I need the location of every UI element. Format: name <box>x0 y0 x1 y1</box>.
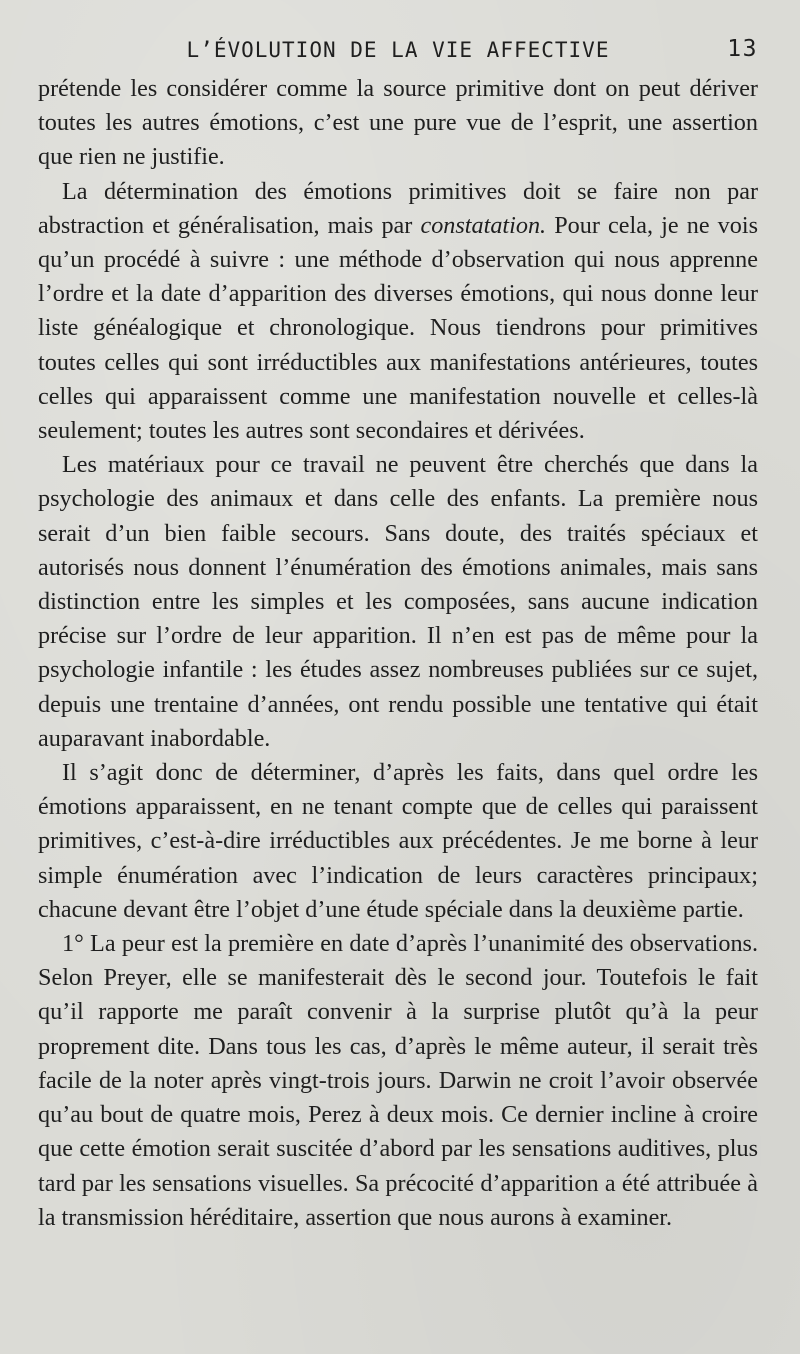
text-segment: Il s’agit donc de déterminer, d’après les faits, dans quel ordre les émotions apparaissent, en ne tenant compte que de celles qui paraissent primitives, c’est-à-dire irréductibles aux précédentes. Je me borne à leur simple énumération avec l’indication de leurs caractères principaux; chacune devant être l’objet d’une étude spéciale dans la deuxième partie. <box>38 759 758 923</box>
text-segment: Les matériaux pour ce travail ne peuvent être cherchés que dans la psychologie des animaux et dans celle des enfants. La première nous serait d’un bien faible secours. Sans doute, des traités spéciaux et autorisés nous donnent l’énumération des émotions animales, mais sans distinction entre les simples et les composées, sans aucune indication précise sur l’ordre de leur apparition. Il n’en est pas de même pour la psychologie infantile : les études assez nombreuses publiées sur ce sujet, depuis une trentaine d’années, ont rendu possible une tentative qui était auparavant inabordable. <box>38 451 758 752</box>
text-segment: La détermination des émotions primitives doit se faire non par abstraction et généralisation, mais par <box>38 177 758 239</box>
body-text <box>38 72 758 1235</box>
page-header <box>38 28 758 72</box>
text-segment: Pour cela, je ne vois qu’un procédé à suivre : une méthode d’observation qui nous apprenne l’ordre et la date d’apparition des diverses émotions, qui nous donne leur liste généalogique et chronologique. Nous tiendrons pour primitives toutes celles qui sont irréductibles aux manifestations antérieures, toutes celles qui apparaissent comme une manifestation nouvelle et celles-là seulement; toutes les autres sont secondaires et dérivées. <box>38 211 758 445</box>
emphasis-text: constatation. <box>420 211 547 239</box>
paragraph <box>38 448 758 756</box>
paragraph <box>38 72 758 175</box>
paragraph <box>38 927 758 1235</box>
paragraph <box>38 175 758 449</box>
text-segment: 1° La peur est la première en date d’après l’unanimité des observations. Selon Preyer, elle se manifesterait dès le second jour. Toutefois le fait qu’il rapporte me paraît convenir à la surprise plutôt qu’à la peur proprement dite. Dans tous les cas, d’après le même auteur, il serait très facile de la noter après vingt-trois jours. Darwin ne croit l’avoir observée qu’au bout de quatre mois, Perez à deux mois. Ce dernier incline à croire que cette émotion serait suscitée d’abord par les sensations auditives, plus tard par les sensations visuelles. Sa précocité d’apparition a été attribuée à la transmission héréditaire, assertion que nous aurons à examiner. <box>38 930 758 1231</box>
paragraph <box>38 756 758 927</box>
running-title: L’ÉVOLUTION DE LA VIE AFFECTIVE <box>186 38 610 62</box>
text-segment: prétende les considérer comme la source primitive dont on peut dériver toutes les autres émotions, c’est une pure vue de l’esprit, une assertion que rien ne justifie. <box>38 75 758 171</box>
page-number: 13 <box>727 36 758 62</box>
